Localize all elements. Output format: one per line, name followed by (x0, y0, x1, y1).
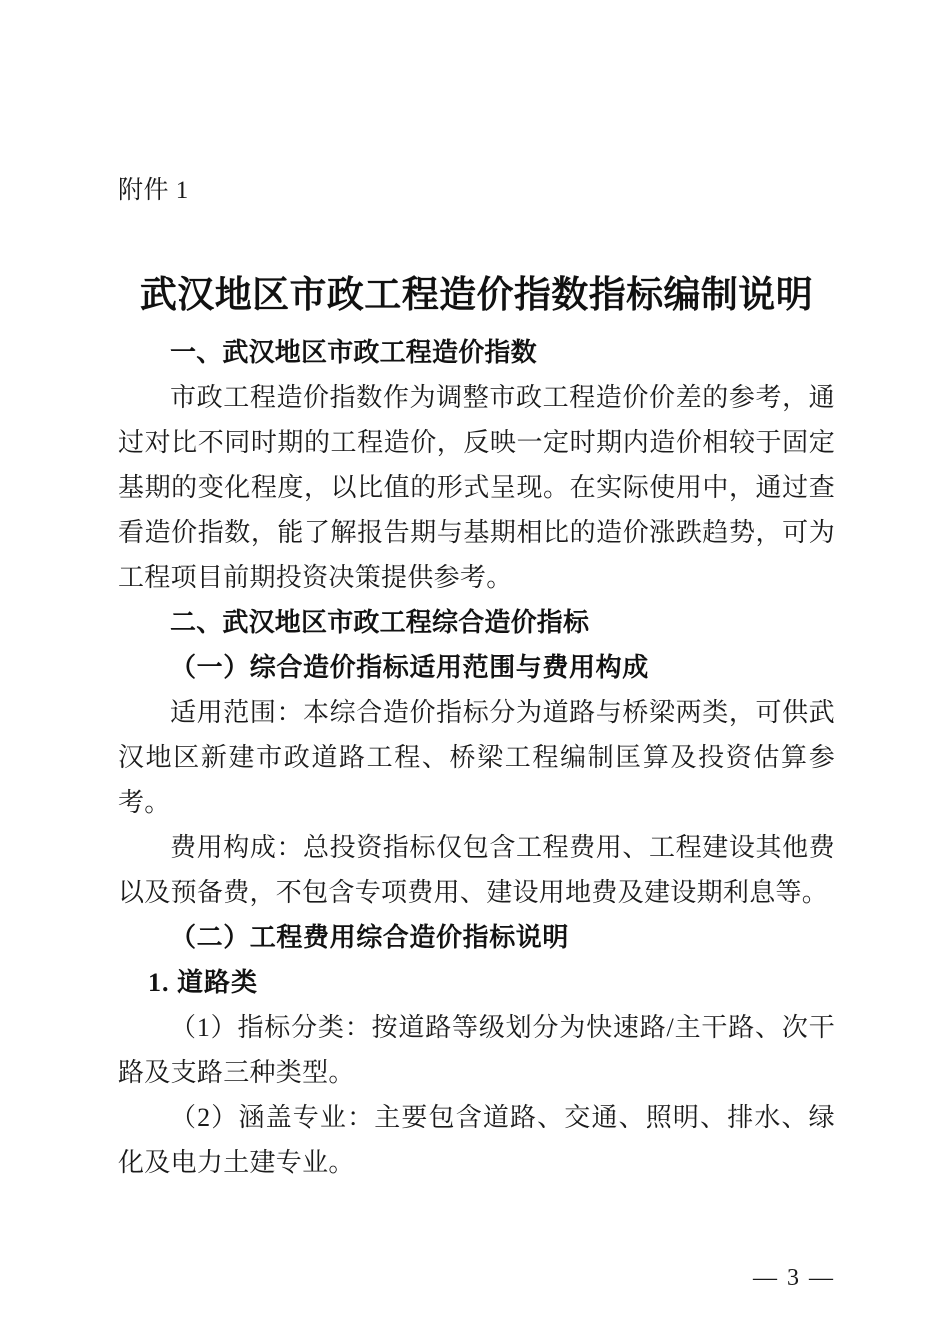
paragraph-covered-disciplines: （2）涵盖专业：主要包含道路、交通、照明、排水、绿化及电力土建专业。 (118, 1103, 835, 1177)
page-number-footer: — 3 — (753, 1265, 835, 1291)
paragraph-applicable-scope: 适用范围：本综合造价指标分为道路与桥梁两类，可供武汉地区新建市政道路工程、桥梁工程编制匡算及投资估算参考。 (118, 698, 835, 817)
section-heading-2: 二、武汉地区市政工程综合造价指标 (170, 607, 590, 637)
paragraph-cost-composition: 费用构成：总投资指标仅包含工程费用、工程建设其他费以及预备费，不包含专项费用、建设用地费及建设期利息等。 (118, 833, 835, 907)
section-heading-1: 一、武汉地区市政工程造价指数 (170, 337, 537, 367)
document-body (118, 330, 835, 1185)
subsection-heading-scope-and-cost-composition: （一）综合造价指标适用范围与费用构成 (170, 653, 649, 682)
paragraph-cost-index-intro: 市政工程造价指数作为调整市政工程造价价差的参考，通过对比不同时期的工程造价，反映一定时期内造价相较于固定基期的变化程度，以比值的形式呈现。在实际使用中，通过查看造价指数，能了解报告期与基期相比的造价涨跌趋势，可为工程项目前期投资决策提供参考。 (118, 383, 835, 592)
attachment-label: 附件 1 (118, 177, 189, 204)
paragraph-indicator-classification: （1）指标分类：按道路等级划分为快速路/主干路、次干路及支路三种类型。 (118, 1013, 835, 1087)
item-heading-road-category: 1. 道路类 (148, 968, 259, 997)
subsection-heading-engineering-cost-indicator: （二）工程费用综合造价指标说明 (170, 923, 570, 952)
page-title: 武汉地区市政工程造价指数指标编制说明 (139, 273, 814, 315)
